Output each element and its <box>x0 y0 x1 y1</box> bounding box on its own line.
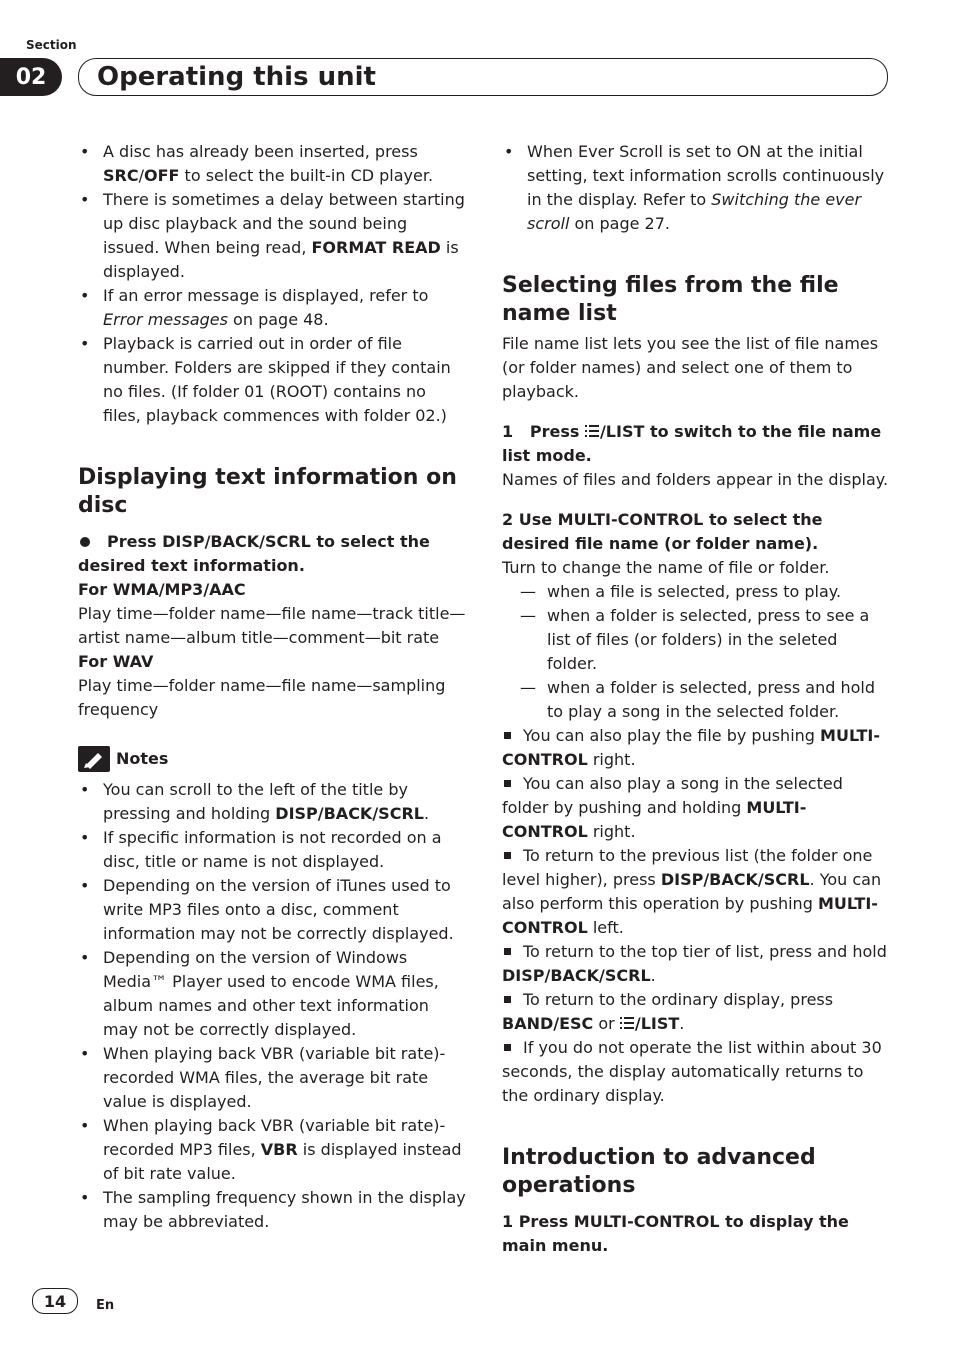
wma-text: Play time—folder name—file name—track title—artist name—album title—comment—bit rate <box>78 604 466 647</box>
list-item: • Depending on the version of iTunes used to write MP3 files onto a disc, comment information may not be correctly displayed. <box>78 874 466 946</box>
square-note: You can also play the file by pushing MULTI-CONTROL right. <box>502 726 880 769</box>
list-item: • If specific information is not recorded on a disc, title or name is not displayed. <box>78 826 466 874</box>
wav-label: For WAV <box>78 652 154 671</box>
title-box <box>78 58 888 96</box>
section-label: Section <box>26 38 77 52</box>
dash-list <box>502 580 890 724</box>
list-item: • A disc has already been inserted, press SRC/OFF to select the built-in CD player. <box>78 140 466 188</box>
page-number: 14 <box>32 1288 78 1314</box>
list-item: • The sampling frequency shown in the display may be abbreviated. <box>78 1186 466 1234</box>
notes-list <box>78 778 466 1234</box>
language-label: En <box>96 1298 115 1313</box>
step-1-desc: Names of files and folders appear in the display. <box>502 470 889 489</box>
list-item: • If an error message is displayed, refer to Error messages on page 48. <box>78 284 466 332</box>
notes-heading: Notes <box>78 746 466 772</box>
list-item: • Playback is carried out in order of file number. Folders are skipped if they contain no files. (If folder 01 (ROOT) contains no files, playback commences with folder 02.) <box>78 332 466 428</box>
list-item: • Depending on the version of Windows Media™ Player used to encode WMA files, album names and other text information may not be correctly displayed. <box>78 946 466 1042</box>
pencil-icon <box>78 746 110 772</box>
list-item: — when a file is selected, press to play. <box>520 582 842 601</box>
advanced-step: 1 Press MULTI-CONTROL to display the main menu. <box>502 1212 849 1255</box>
display-step: Press DISP/BACK/SCRL to select the desired text information. <box>78 532 430 575</box>
square-note: You can also play a song in the selected folder by pushing and holding MULTI-CONTROL right. <box>502 774 843 841</box>
step-2-desc: Turn to change the name of file or folder. <box>502 558 830 577</box>
select-heading: Selecting files from the file name list <box>502 273 839 326</box>
list-item: • When playing back VBR (variable bit rate)-recorded WMA files, the average bit rate value is displayed. <box>78 1042 466 1114</box>
list-menu-icon <box>585 425 599 438</box>
wma-label: For WMA/MP3/AAC <box>78 580 246 599</box>
left-column <box>78 140 466 1234</box>
square-note: To return to the ordinary display, press BAND/ESC or /LIST. <box>502 990 834 1033</box>
select-intro: File name list lets you see the list of file names (or folder names) and select one of them to playback. <box>502 334 879 401</box>
bullet-dot <box>80 537 90 547</box>
list-item: • There is sometimes a delay between starting up disc playback and the sound being issued. When being read, FORMAT READ is displayed. <box>78 188 466 284</box>
advanced-heading: Introduction to advanced operations <box>502 1145 816 1198</box>
page-title: Operating this unit <box>97 62 376 92</box>
step-2: 2 Use MULTI-CONTROL to select the desired file name (or folder name). <box>502 510 823 553</box>
list-item: — when a folder is selected, press to see a list of files (or folders) in the seleted folder. <box>520 606 870 673</box>
section-number-tab: 02 <box>0 58 62 96</box>
square-note: To return to the top tier of list, press and hold DISP/BACK/SCRL. <box>502 942 887 985</box>
step-1: 1 Press /LIST to switch to the file name list mode. <box>502 422 882 465</box>
list-menu-icon <box>620 1017 634 1030</box>
square-note: If you do not operate the list within about 30 seconds, the display automatically returns to the ordinary display. <box>502 1038 882 1105</box>
intro-bullets <box>78 140 466 428</box>
list-item: • When Ever Scroll is set to ON at the initial setting, text information scrolls continuously in the display. Refer to Switching the ever scroll on page 27. <box>502 140 890 236</box>
wav-text: Play time—folder name—file name—sampling frequency <box>78 676 446 719</box>
list-item: — when a folder is selected, press and hold to play a song in the selected folder. <box>520 678 875 721</box>
list-item: • You can scroll to the left of the title by pressing and holding DISP/BACK/SCRL. <box>78 778 466 826</box>
ever-scroll-bullets <box>502 140 890 236</box>
square-note: To return to the previous list (the folder one level higher), press DISP/BACK/SCRL. You can also perform this operation by pushing MULTI-CONTROL left. <box>502 846 882 937</box>
display-heading: Displaying text information on disc <box>78 465 457 518</box>
right-column <box>502 140 890 1258</box>
list-item: • When playing back VBR (variable bit rate)-recorded MP3 files, VBR is displayed instead of bit rate value. <box>78 1114 466 1186</box>
